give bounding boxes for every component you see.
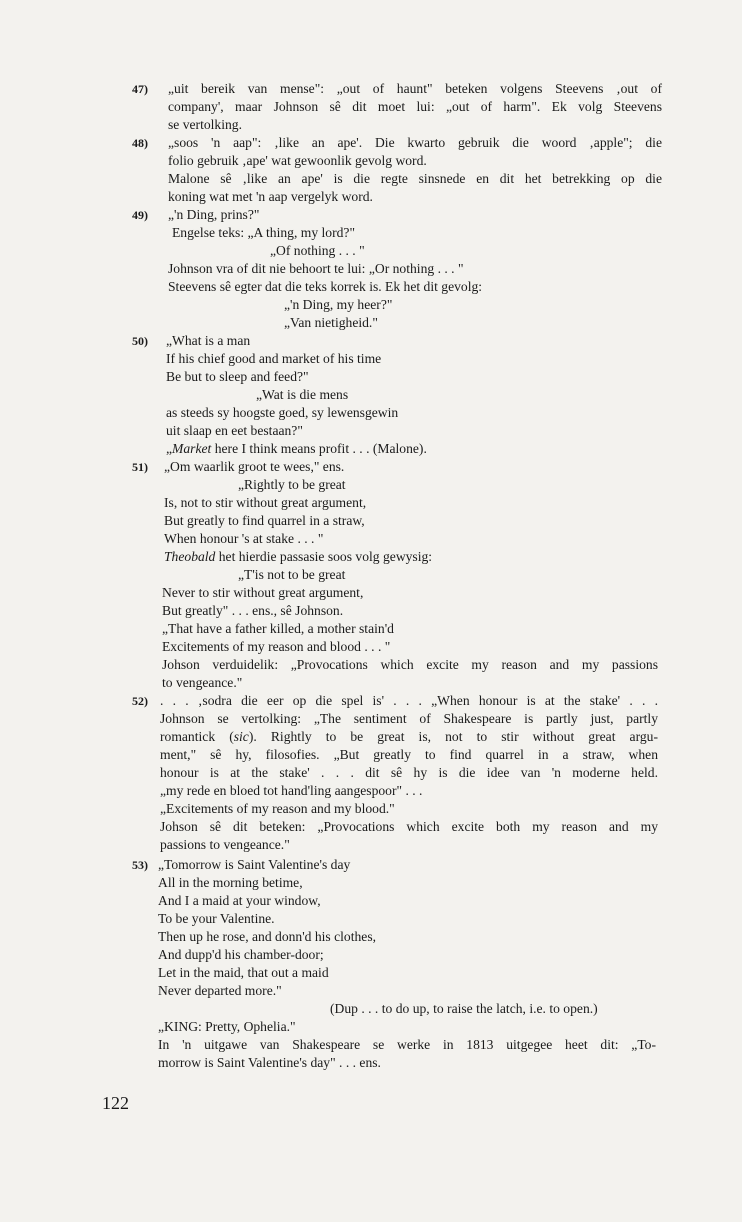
text-line (256, 386, 348, 404)
text-line (162, 656, 658, 674)
text-line (168, 80, 662, 98)
text-segment: . . . ‚sodra die eer op die spel is' . . . „When honour is at the stake' . . . (160, 693, 658, 708)
text-segment: (Dup . . . to do up, to raise the latch, i.e. to open.) (330, 1001, 598, 1016)
text-line (160, 728, 658, 746)
text-line (284, 314, 378, 332)
text-segment: „'n Ding, prins?" (168, 207, 260, 222)
text-segment: folio gebruik ‚ape' wat gewoonlik gevolg word. (168, 153, 427, 168)
text-segment: „uit bereik van mense": „out of haunt" beteken volgens Steevens ‚out of (168, 81, 662, 96)
text-segment: Excitements of my reason and blood . . . " (162, 639, 391, 654)
text-line (160, 692, 658, 710)
text-line (168, 206, 259, 224)
text-line (238, 476, 346, 494)
text-line (168, 170, 662, 188)
text-segment: Johnson vra of dit nie behoort te lui: „Or nothing . . . " (168, 261, 464, 276)
text-line (168, 98, 662, 116)
text-segment: company', maar Johnson sê dit moet lui: „out of harm". Ek volg Steevens (168, 99, 662, 114)
text-segment: honour is at the stake' . . . dit sê hy is die idee van 'n moderne held. (160, 765, 658, 780)
text-line (166, 368, 309, 386)
text-segment: „That have a father killed, a mother stain'd (162, 621, 394, 636)
text-line (164, 530, 323, 548)
text-segment: „ (166, 441, 173, 456)
text-line (270, 242, 365, 260)
text-segment: „KING: Pretty, Ophelia." (158, 1019, 296, 1034)
text-line (166, 350, 381, 368)
text-line (158, 1036, 656, 1054)
text-line (162, 602, 343, 620)
text-segment: Engelse teks: „A thing, my lord?" (172, 225, 355, 240)
footnote-number: 53) (132, 858, 148, 872)
text-segment: And dupp'd his chamber-door; (158, 947, 324, 962)
text-segment: Is, not to stir without great argument, (164, 495, 367, 510)
text-segment: het hierdie passasie soos volg gewysig: (215, 549, 433, 564)
text-segment: But greatly" . . . ens., sê Johnson. (162, 603, 344, 618)
text-segment: „Excitements of my reason and my blood." (160, 801, 395, 816)
text-line (166, 332, 250, 350)
text-line (166, 404, 398, 422)
text-segment: „T'is not to be great (238, 567, 346, 582)
text-line (158, 874, 303, 892)
text-segment: „'n Ding, my heer?" (284, 297, 393, 312)
text-line (162, 638, 390, 656)
text-segment: Johnson se vertolking: „The sentiment of Shakespeare is partly just, partly (160, 711, 658, 726)
text-line (162, 674, 242, 692)
italic-text: sic (233, 729, 249, 744)
text-line (158, 982, 282, 1000)
text-segment: to vengeance." (162, 675, 243, 690)
text-segment: ). Rightly to be great is, not to stir without great argu- (248, 729, 658, 744)
text-segment: Let in the maid, that out a maid (158, 965, 329, 980)
text-line (168, 260, 464, 278)
text-segment: Never departed more." (158, 983, 282, 998)
text-segment: Johson sê dit beteken: „Provocations which excite both my reason and my (160, 819, 658, 834)
text-line (160, 764, 658, 782)
text-line (164, 548, 432, 566)
text-segment: „What is a man (166, 333, 251, 348)
text-segment: „Van nietigheid." (284, 315, 378, 330)
text-line (160, 836, 290, 854)
text-segment: Malone sê ‚like an ape' is die regte sinsnede en dit het betrekking op die (168, 171, 662, 186)
italic-text: Theobald (164, 549, 216, 564)
text-segment: passions to vengeance." (160, 837, 290, 852)
text-segment: „Tomorrow is Saint Valentine's day (158, 857, 351, 872)
text-line (158, 964, 329, 982)
text-segment: romantick ( (160, 729, 234, 744)
text-line (284, 296, 392, 314)
footnote-number: 51) (132, 460, 148, 474)
text-segment: Steevens sê egter dat die teks korrek is. Ek het dit gevolg: (168, 279, 483, 294)
text-segment: Then up he rose, and donn'd his clothes, (158, 929, 377, 944)
text-line (160, 782, 422, 800)
text-line (158, 946, 324, 964)
text-segment: „Om waarlik groot te wees," ens. (164, 459, 345, 474)
text-segment: se vertolking. (168, 117, 242, 132)
text-line (158, 1018, 296, 1036)
text-segment: When honour 's at stake . . . " (164, 531, 324, 546)
text-line (162, 620, 394, 638)
text-segment: And I a maid at your window, (158, 893, 321, 908)
text-segment: Be but to sleep and feed?" (166, 369, 309, 384)
text-line (164, 494, 366, 512)
text-line (158, 910, 275, 928)
text-segment: uit slaap en eet bestaan?" (166, 423, 303, 438)
text-segment: Never to stir without great argument, (162, 585, 364, 600)
text-segment: All in the morning betime, (158, 875, 303, 890)
page-number: 122 (102, 1093, 129, 1113)
text-segment: here I think means profit . . . (Malone). (211, 441, 427, 456)
text-segment: „Of nothing . . . " (270, 243, 365, 258)
footnote-number: 48) (132, 136, 148, 150)
text-line (168, 152, 427, 170)
text-line (168, 116, 242, 134)
text-line (172, 224, 355, 242)
italic-text: Market (172, 441, 212, 456)
text-line (238, 566, 345, 584)
text-segment: In 'n uitgawe van Shakespeare se werke in 1813 uitgegee heet dit: „To- (158, 1037, 656, 1052)
text-line (162, 584, 363, 602)
footnote-number: 50) (132, 334, 148, 348)
text-line (158, 928, 376, 946)
text-segment: „Rightly to be great (238, 477, 346, 492)
text-segment: To be your Valentine. (158, 911, 275, 926)
text-segment: Johson verduidelik: „Provocations which excite my reason and my passions (162, 657, 658, 672)
text-segment: But greatly to find quarrel in a straw, (164, 513, 365, 528)
text-line (160, 800, 395, 818)
text-line (164, 512, 365, 530)
footnote-number: 49) (132, 208, 148, 222)
text-line (160, 746, 658, 764)
text-line (168, 278, 482, 296)
text-line (158, 1054, 381, 1072)
text-line (168, 188, 373, 206)
text-line (158, 856, 350, 874)
text-line (168, 134, 662, 152)
text-segment: „Wat is die mens (256, 387, 349, 402)
text-segment: ment," sê hy, filosofies. „But greatly to find quarrel in a straw, when (160, 747, 658, 762)
text-line (330, 1000, 598, 1018)
text-line (164, 458, 344, 476)
text-segment: If his chief good and market of his time (166, 351, 382, 366)
text-line (166, 440, 427, 458)
text-line (160, 818, 658, 836)
text-segment: morrow is Saint Valentine's day" . . . ens. (158, 1055, 381, 1070)
text-segment: koning wat met 'n aap vergelyk word. (168, 189, 373, 204)
text-segment: „soos 'n aap": ‚like an ape'. Die kwarto gebruik die woord ‚apple"; die (168, 135, 662, 150)
text-segment: as steeds sy hoogste goed, sy lewensgewin (166, 405, 399, 420)
text-segment: „my rede en bloed tot hand'ling aangespoor" . . . (160, 783, 423, 798)
text-line (160, 710, 658, 728)
text-line (166, 422, 303, 440)
footnote-number: 47) (132, 82, 148, 96)
text-line (158, 892, 321, 910)
footnote-number: 52) (132, 694, 148, 708)
